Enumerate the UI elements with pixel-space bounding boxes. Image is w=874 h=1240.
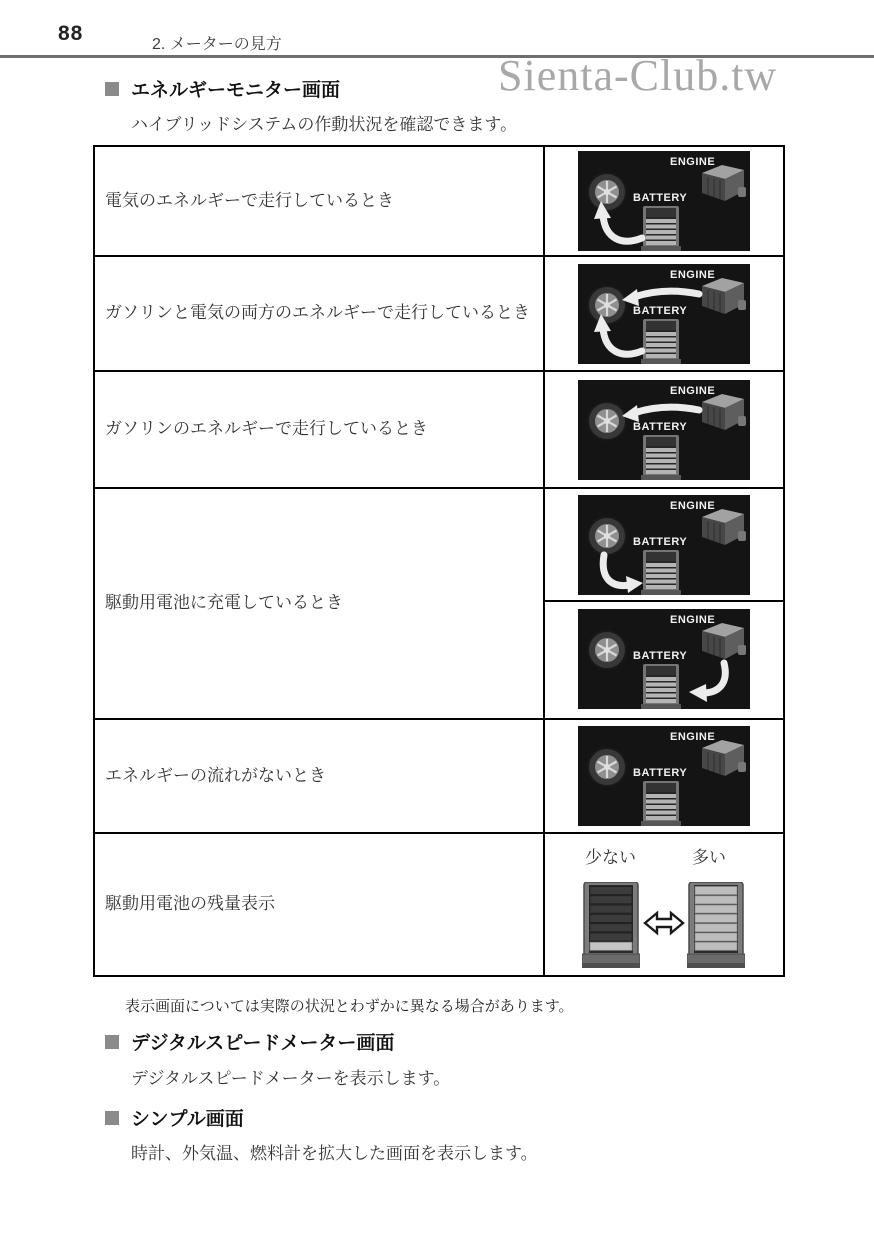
battery-icon (641, 319, 681, 364)
battery-low-icon (582, 882, 640, 970)
wheel-icon (588, 631, 626, 669)
energy-monitor-image-no-flow (578, 726, 750, 826)
battery-label: BATTERY (633, 535, 688, 548)
engine-label: ENGINE (670, 156, 716, 168)
wheel-icon (588, 402, 626, 440)
battery-label: BATTERY (633, 304, 688, 317)
table-row (95, 255, 783, 370)
battery-icon (641, 206, 681, 251)
sub-cell-engine-charge (545, 602, 783, 716)
battery-label: BATTERY (633, 767, 688, 779)
engine-label: ENGINE (670, 499, 716, 512)
row-label-cell: 電気のエネルギーで走行しているとき (95, 147, 545, 255)
page-number: 88 (58, 22, 84, 45)
table-row (95, 832, 783, 975)
battery-icon (641, 550, 681, 595)
sub-cell-regen (545, 489, 783, 602)
section-description: デジタルスピードメーターを表示します。 (131, 1069, 451, 1088)
battery-label: BATTERY (633, 420, 688, 433)
battery-full-icon (687, 882, 745, 970)
battery-label: BATTERY (633, 650, 688, 662)
section-description: 時計、外気温、燃料計を拡大した画面を表示します。 (131, 1144, 538, 1163)
table-row (95, 487, 783, 718)
table-note: 表示画面については実際の状況とわずかに異なる場合があります。 (125, 998, 574, 1015)
chapter-title: 2. メーターの見方 (152, 36, 282, 53)
section-description: ハイブリッドシステムの作動状況を確認できます。 (131, 115, 518, 134)
row-image-cell (545, 147, 783, 255)
square-bullet-icon (105, 1111, 119, 1125)
row-image-cell (545, 720, 783, 832)
wheel-icon (588, 517, 626, 555)
double-arrow-icon (643, 908, 685, 938)
energy-monitor-image-regen-charge (578, 495, 750, 595)
section-heading-text: シンプル画面 (131, 1109, 244, 1130)
table-row (95, 147, 783, 255)
square-bullet-icon (105, 82, 119, 96)
row-image-cell-soc (545, 834, 783, 975)
watermark-text: Sienta-Club.tw (498, 51, 778, 100)
row-label-cell: 駆動用電池に充電しているとき (95, 489, 545, 718)
engine-label: ENGINE (670, 614, 716, 626)
section-heading-energy-monitor (105, 75, 340, 102)
energy-monitor-image-gasoline (578, 380, 750, 480)
row-label-cell: ガソリンのエネルギーで走行しているとき (95, 372, 545, 487)
battery-icon (641, 664, 681, 709)
engine-label: ENGINE (670, 731, 716, 743)
row-image-cell (545, 257, 783, 370)
square-bullet-icon (105, 1035, 119, 1049)
engine-label: ENGINE (670, 268, 716, 281)
table-row (95, 370, 783, 487)
battery-icon (641, 781, 681, 826)
section-heading-digital-speedometer (105, 1028, 394, 1055)
energy-monitor-table (93, 145, 785, 977)
row-image-cell (545, 372, 783, 487)
row-label-cell: ガソリンと電気の両方のエネルギーで走行しているとき (95, 257, 545, 370)
energy-monitor-image-hybrid (578, 264, 750, 364)
engine-label: ENGINE (670, 384, 716, 397)
wheel-icon (588, 173, 626, 211)
row-label-cell: 駆動用電池の残量表示 (95, 834, 545, 975)
energy-monitor-image-ev (578, 151, 750, 251)
wheel-icon (588, 748, 626, 786)
section-heading-text: デジタルスピードメーター画面 (131, 1033, 395, 1054)
energy-monitor-image-engine-charge (578, 609, 750, 709)
wheel-icon (588, 286, 626, 324)
section-heading-simple-screen (105, 1104, 244, 1131)
row-label-cell: エネルギーの流れがないとき (95, 720, 545, 832)
section-heading-text: エネルギーモニター画面 (131, 80, 341, 101)
battery-label: BATTERY (633, 192, 688, 204)
soc-low-label: 少ない (585, 848, 636, 867)
battery-icon (641, 435, 681, 480)
soc-high-label: 多い (692, 848, 726, 867)
table-row (95, 718, 783, 832)
row-image-cell (545, 489, 783, 718)
